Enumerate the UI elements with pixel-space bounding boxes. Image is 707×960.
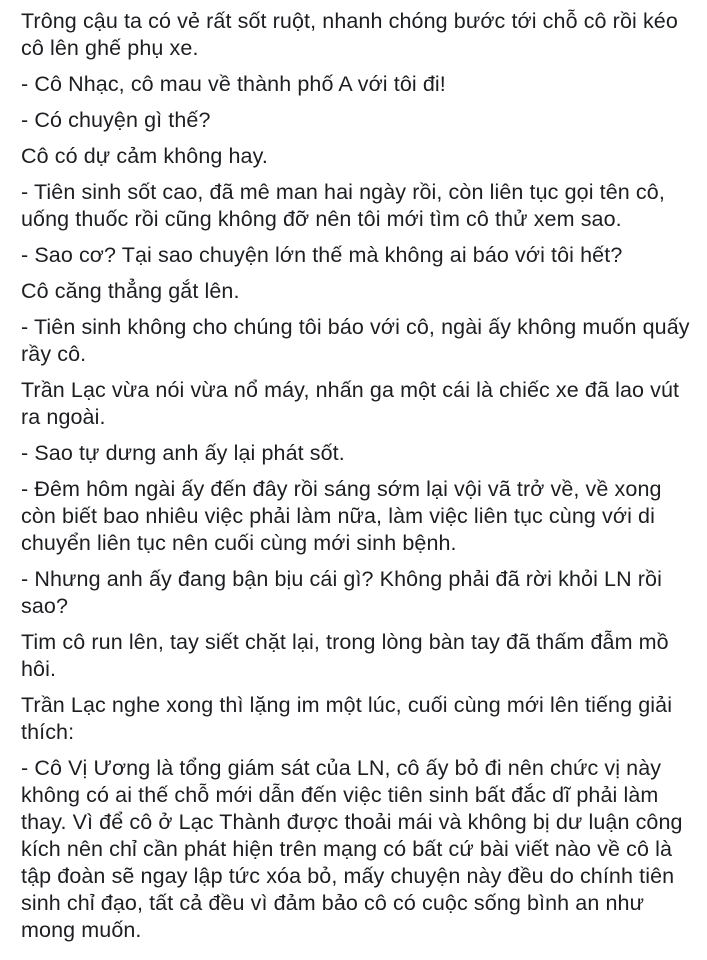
paragraph-4: Cô có dự cảm không hay. [21, 144, 268, 168]
paragraph-3: - Có chuyện gì thế? [21, 108, 211, 132]
paragraph-8: - Tiên sinh không cho chúng tôi báo với cô, ngài ấy không muốn quấy rầy cô. [21, 315, 690, 366]
paragraph-11: - Đêm hôm ngài ấy đến đây rồi sáng sớm lại vội vã trở về, về xong còn biết bao nhiêu việc phải làm nữa, làm việc liên tục cùng với di chuyển liên tục nên cuối cùng mới sinh bệnh. [21, 477, 662, 555]
paragraph-9: Trần Lạc vừa nói vừa nổ máy, nhấn ga một cái là chiếc xe đã lao vút ra ngoài. [21, 378, 680, 429]
paragraph-1: Trông cậu ta có vẻ rất sốt ruột, nhanh chóng bước tới chỗ cô rồi kéo cô lên ghế phụ xe. [21, 9, 678, 60]
paragraph-10: - Sao tự dưng anh ấy lại phát sốt. [21, 441, 345, 465]
paragraph-15: - Cô Vị Ương là tổng giám sát của LN, cô ấy bỏ đi nên chức vị này không có ai thế chỗ mới dẫn đến việc tiên sinh bất đắc dĩ phải làm thay. Vì để cô ở Lạc Thành được thoải mái và không bị dư luận công kích nên chỉ cần phát hiện trên mạng có bất cứ bài viết nào về cô là tập đoàn sẽ ngay lập tức xóa bỏ, mấy chuyện này đều do chính tiên sinh chỉ đạo, tất cả đều vì đảm bảo cô có cuộc sống bình an như mong muốn. [21, 756, 683, 942]
paragraph-7: Cô căng thẳng gắt lên. [21, 279, 240, 303]
paragraph-12: - Nhưng anh ấy đang bận bịu cái gì? Không phải đã rời khỏi LN rồi sao? [21, 567, 662, 618]
paragraph-2: - Cô Nhạc, cô mau về thành phố A với tôi đi! [21, 72, 446, 96]
paragraph-6: - Sao cơ? Tại sao chuyện lớn thế mà không ai báo với tôi hết? [21, 243, 623, 267]
paragraph-14: Trần Lạc nghe xong thì lặng im một lúc, cuối cùng mới lên tiếng giải thích: [21, 693, 673, 744]
paragraph-13: Tim cô run lên, tay siết chặt lại, trong lòng bàn tay đã thấm đẫm mồ hôi. [21, 630, 669, 681]
paragraph-5: - Tiên sinh sốt cao, đã mê man hai ngày rồi, còn liên tục gọi tên cô, uống thuốc rồi cũng không đỡ nên tôi mới tìm cô thử xem sao. [21, 180, 665, 231]
story-text [21, 8, 701, 953]
